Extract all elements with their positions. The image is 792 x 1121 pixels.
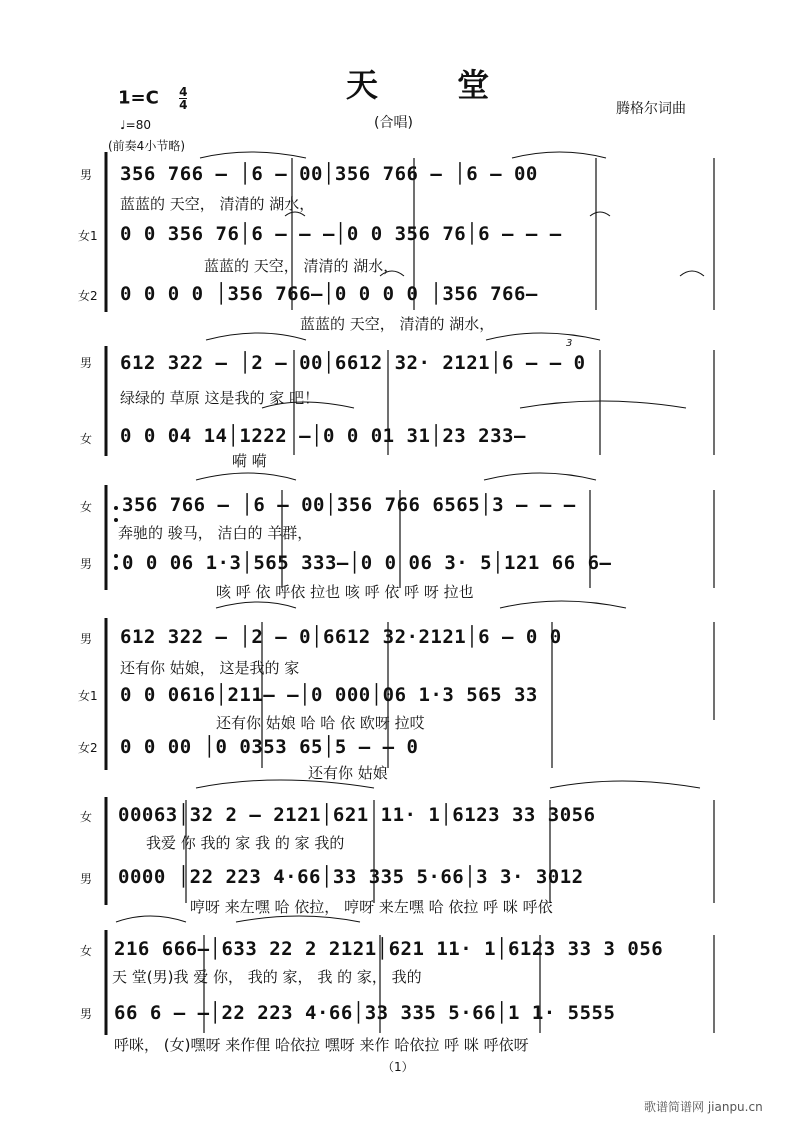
subtitle: (合唱): [374, 115, 413, 131]
time-top: 4: [179, 85, 188, 99]
tempo-mark: ♩=80: [120, 118, 151, 132]
voice-label: 女1: [78, 689, 98, 703]
voice-label: 男: [80, 872, 93, 886]
lyric-row: 我爱 你 我的 家 我 的 家 我的: [146, 834, 345, 852]
voice-label: 女: [80, 500, 93, 514]
lyric-row: 奔驰的 骏马， 洁白的 羊群，: [118, 524, 313, 542]
voice-label: 男: [80, 1007, 93, 1021]
notation-row: 356 766 – │6 – 00│356 766 6565│3 – – –: [122, 494, 576, 516]
notation-row: 612 322 – │2 — 0│6612 32·2121│6 – 0 0: [120, 626, 562, 648]
notation-row: 356 766 – │6 – 00│356 766 – │6 – 00: [120, 163, 538, 185]
lyric-row: 哼呀 来左嘿 哈 依拉， 哼呀 来左嘿 哈 依拉 呼 咪 呼依: [190, 898, 553, 916]
notation-row: 0 0 00 │0 0353 65│5 – – 0: [120, 736, 419, 758]
lyric-row: 蓝蓝的 天空， 清清的 湖水，: [120, 195, 315, 213]
page-number: （1）: [382, 1060, 414, 1074]
lyric-row: 嗬 嗬: [232, 452, 267, 470]
lyric-row: 天 堂(男)我 爱 你， 我的 家， 我 的 家， 我的: [112, 968, 422, 986]
prelude-note: (前奏4小节略): [108, 139, 185, 153]
voice-label: 女: [80, 432, 93, 446]
voice-label: 女: [80, 810, 93, 824]
notation-row: 0000 │22 223 4·66│33 335 5·66│3 3· 3012: [118, 866, 584, 888]
svg-text:3: 3: [566, 338, 573, 349]
notation-row: 0 0 04 14│1222 –│0 0 01 31│23 233–: [120, 425, 526, 447]
lyric-row: 呼咪， (女)嘿呀 来作俚 哈依拉 嘿呀 来作 哈依拉 呼 咪 呼依呀: [114, 1036, 529, 1054]
voice-label: 男: [80, 356, 93, 370]
lyric-row: 咳 呼 依 呼依 拉也 咳 呼 依 呼 呀 拉也: [216, 583, 474, 601]
notation-row: 66 6 – –│22 223 4·66│33 335 5·66│1 1· 5555: [114, 1002, 616, 1024]
lyric-row: 蓝蓝的 天空， 清清的 湖水，: [204, 257, 399, 275]
lyric-row: 还有你 姑娘 哈 哈 依 欧呀 拉哎: [216, 714, 425, 732]
watermark: 歌谱简谱网 jianpu.cn: [644, 1100, 763, 1114]
voice-label: 女1: [78, 229, 98, 243]
voice-label: 男: [80, 168, 93, 182]
lyric-row: 绿绿的 草原 这是我的 家 吧！: [120, 389, 320, 407]
voice-label: 女: [80, 944, 93, 958]
lyric-row: 还有你 姑娘: [308, 764, 388, 782]
notation-row: 00063│32 2 – 2121│621 11· 1│6123 33 3056: [118, 804, 596, 826]
voice-label: 男: [80, 632, 93, 646]
notation-row: 612 322 – │2 – 00│6612 32· 2121│6 – – 0: [120, 352, 586, 374]
notation-row: 0 0 06 1·3│565 333–│0 0 06 3· 5│121 66 6–: [122, 552, 612, 574]
notation-row: 216 666–│633 22 2 2121│621 11· 1│6123 33 3 056: [114, 938, 664, 960]
time-bottom: 4: [179, 98, 188, 112]
composer: 腾格尔词曲: [616, 101, 686, 117]
notation-row: 0 0 0616│211– –│0 000│06 1·3 565 33: [120, 684, 538, 706]
voice-label: 女2: [78, 741, 98, 755]
lyric-row: 蓝蓝的 天空， 清清的 湖水，: [300, 315, 495, 333]
key-text: 1=C: [118, 87, 159, 109]
voice-label: 女2: [78, 289, 98, 303]
notation-row: 0 0 0 0 │356 766–│0 0 0 0 │356 766–: [120, 283, 538, 305]
voice-label: 男: [80, 557, 93, 571]
song-title: 天 堂: [346, 66, 524, 104]
lyric-row: 还有你 姑娘， 这是我的 家: [120, 659, 300, 677]
notation-row: 0 0 356 76│6 – – –│0 0 356 76│6 – – –: [120, 223, 562, 245]
